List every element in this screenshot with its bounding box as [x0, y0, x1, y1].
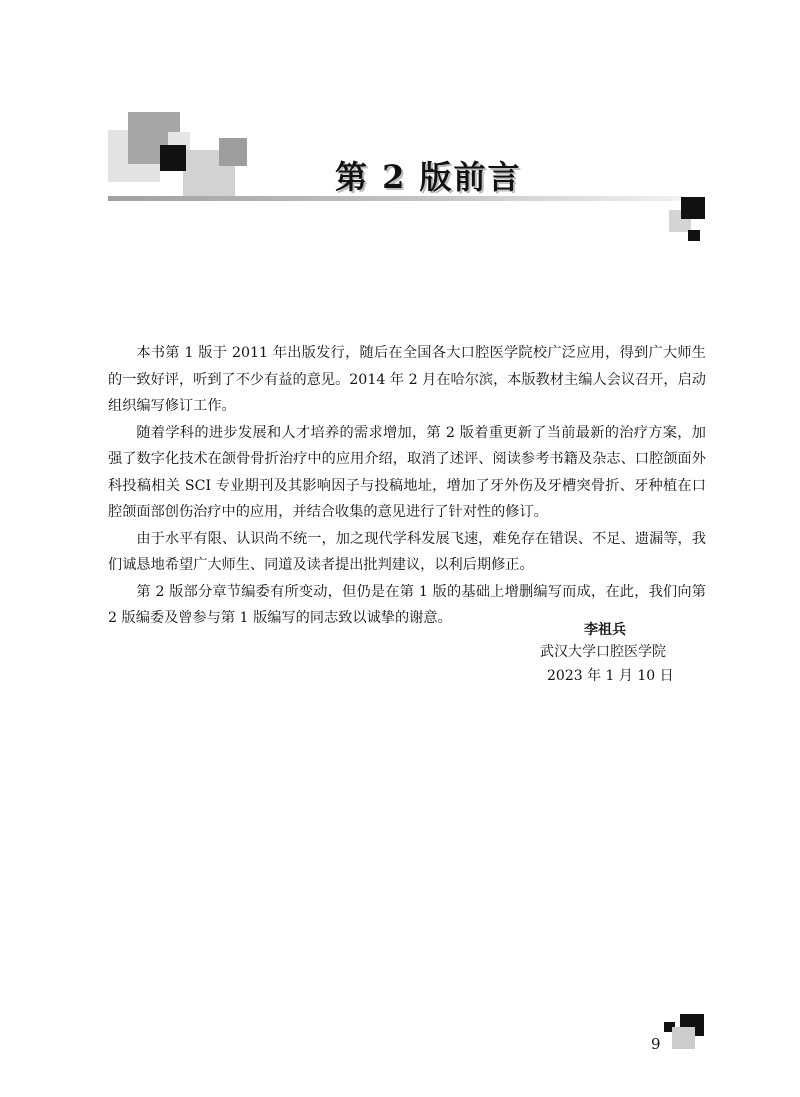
- page-number: 9: [651, 1035, 661, 1053]
- header-right-square-small-black: [688, 230, 700, 241]
- signature-date: 2023 年 1 月 10 日: [547, 668, 674, 684]
- paragraph: 由于水平有限、认识尚不统一，加之现代学科发展飞速，难免存在错误、不足、遗漏等，我们诚恳地希望广大师生、同道及读者提出批判建议，以利后期修正。: [108, 530, 706, 573]
- paragraph: 第 2 版部分章节编委有所变动，但仍是在第 1 版的基础上增删编写而成，在此，我们向第 2 版编委及曾参与第 1 版编写的同志致以诚挚的谢意。: [108, 583, 706, 626]
- preface-body: [108, 340, 706, 632]
- footer-square-light: [672, 1027, 695, 1049]
- page-title: 第 2 版前言: [335, 158, 522, 196]
- author-organization: 武汉大学口腔医学院: [540, 644, 666, 660]
- paragraph: 本书第 1 版于 2011 年出版发行，随后在全国各大口腔医学院校广泛应用，得到广大师生的一致好评，听到了不少有益的意见。2014 年 2 月在哈尔滨，本版教材主编人会议召开，启动组织编写修订工作。: [108, 345, 706, 414]
- header-right-square-black: [681, 197, 705, 219]
- header-square-small-gray: [219, 138, 247, 166]
- author-name: 李祖兵: [584, 622, 626, 638]
- paragraph: 随着学科的进步发展和人才培养的需求增加，第 2 版着重更新了当前最新的治疗方案，加强了数字化技术在颌骨骨折治疗中的应用介绍，取消了述评、阅读参考书籍及杂志、口腔颌面外科投稿相关 SCI 专业期刊及其影响因子与投稿地址，增加了牙外伤及牙槽突骨折、牙种植在口腔颌面部创伤治疗中的应用，并结合收集的意见进行了针对性的修订。: [108, 424, 706, 520]
- header-square-black: [160, 145, 186, 171]
